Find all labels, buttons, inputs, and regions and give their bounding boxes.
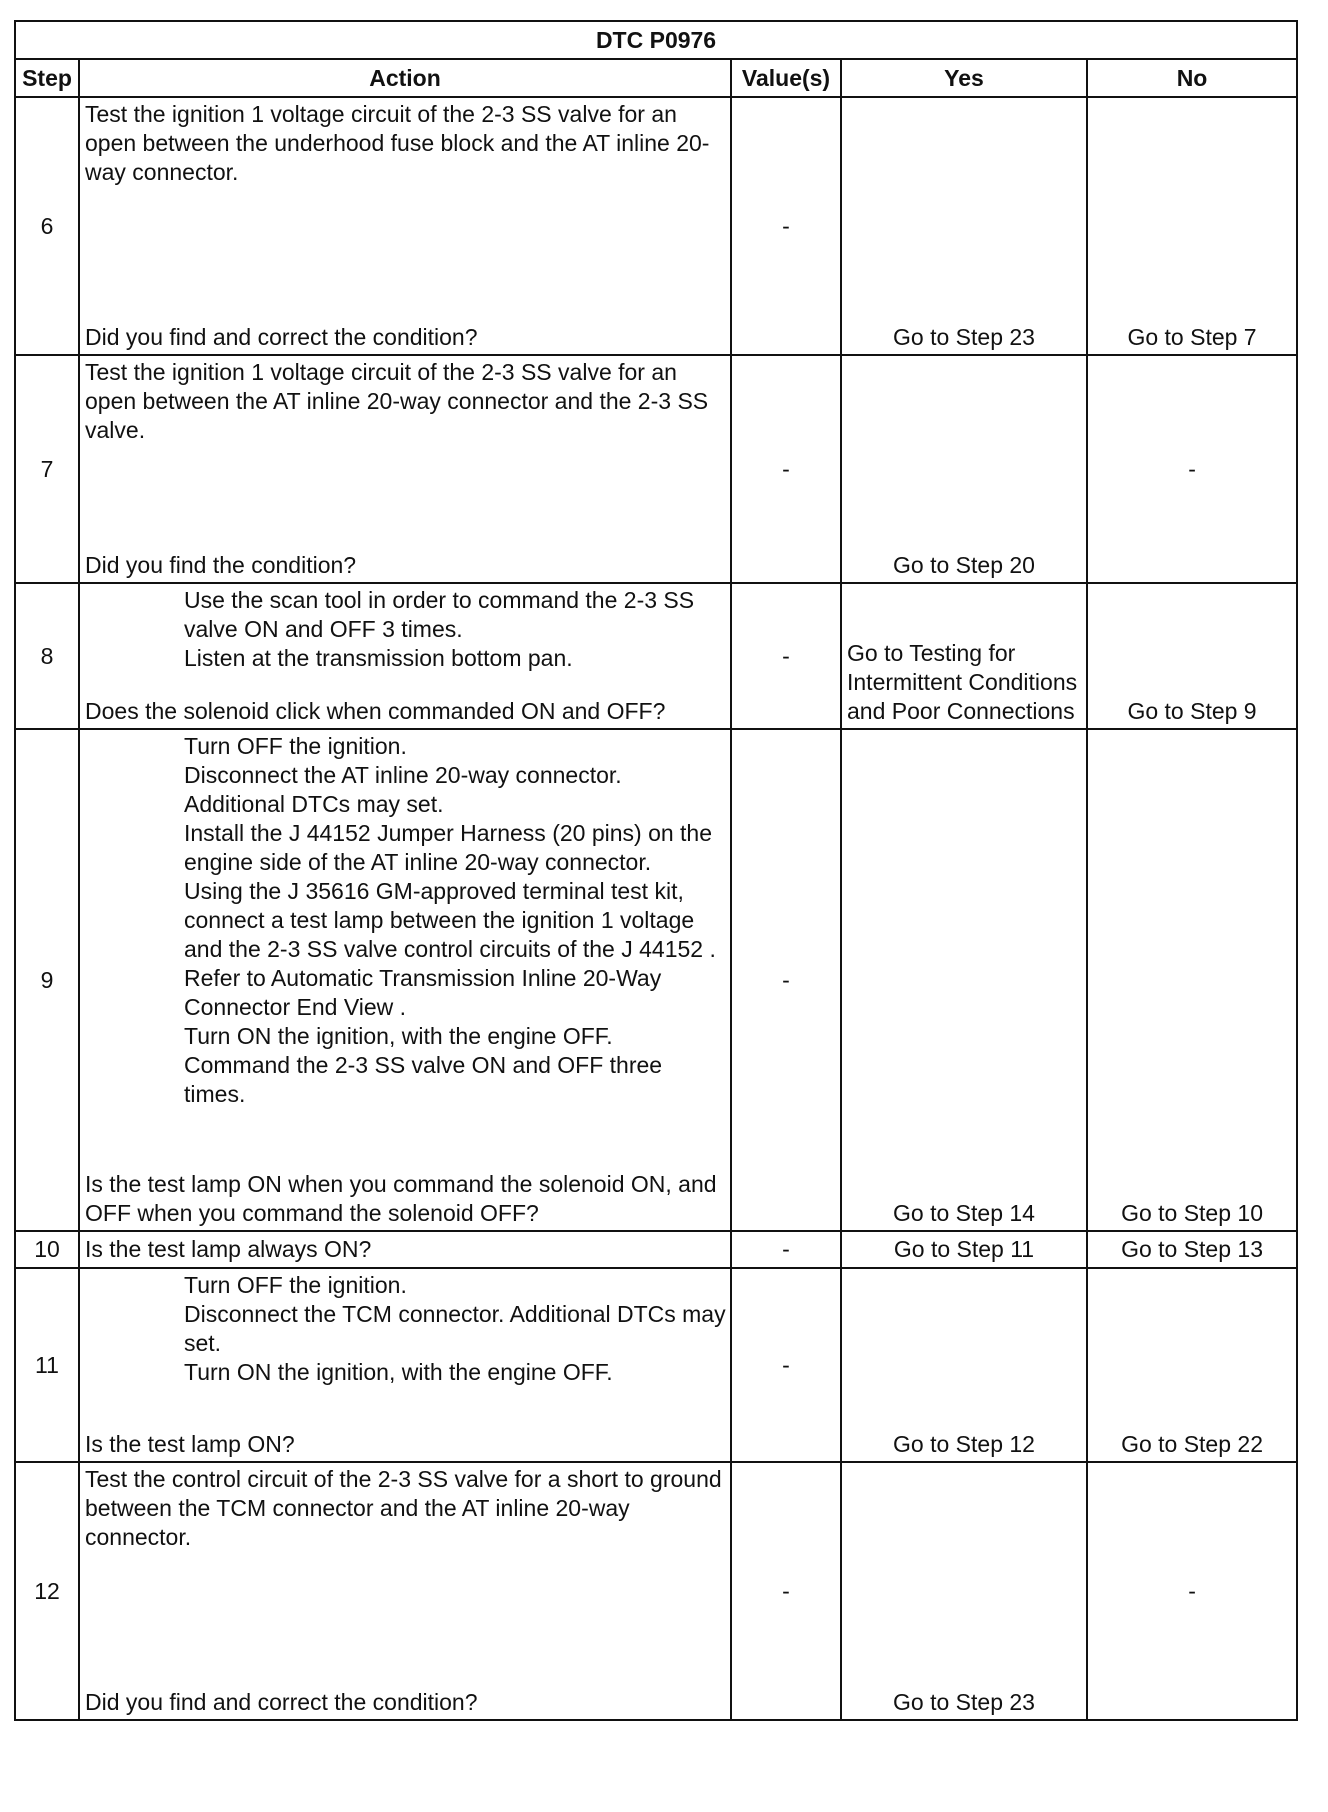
step-number: 8	[15, 583, 79, 729]
no-cell	[1087, 1268, 1297, 1462]
no-link[interactable]: Go to Step 9	[1127, 698, 1257, 724]
yes-link[interactable]: Go to Step 20	[893, 552, 1035, 578]
header-values: Value(s)	[731, 59, 841, 97]
action-list-item: Disconnect the TCM connector. Additional DTCs may set.	[184, 1301, 726, 1356]
action-question: Did you find and correct the condition?	[85, 324, 478, 350]
value-cell: -	[731, 1462, 841, 1720]
yes-link[interactable]: Go to Step 11	[893, 1236, 1035, 1262]
action-list-item: Use the scan tool in order to command the 2-3 SS valve ON and OFF 3 times.	[184, 587, 695, 642]
step-number: 12	[15, 1462, 79, 1720]
table-row	[15, 1268, 1297, 1462]
title-row	[15, 21, 1297, 59]
action-list-item: Turn OFF the ignition.	[184, 1272, 407, 1298]
action-cell	[79, 1231, 731, 1268]
table-row	[15, 1462, 1297, 1720]
no-cell	[1087, 729, 1297, 1231]
action-list-item: Refer to Automatic Transmission Inline 20-Way Connector End View .	[184, 965, 662, 1020]
action-text: Test the ignition 1 voltage circuit of the 2-3 SS valve for an open between the underhood fuse block and the AT inline 20-way connector.	[85, 101, 710, 185]
action-cell	[79, 583, 731, 729]
yes-cell	[841, 583, 1087, 729]
action-list-item: Turn ON the ignition, with the engine OFF.	[184, 1023, 613, 1049]
no-cell: -	[1087, 1462, 1297, 1720]
yes-cell	[841, 97, 1087, 355]
header-yes: Yes	[841, 59, 1087, 97]
no-link[interactable]: Go to Step 10	[1121, 1200, 1263, 1226]
action-list-item: Turn ON the ignition, with the engine OFF.	[184, 1359, 613, 1385]
yes-link[interactable]: Go to Testing for Intermittent Conditions and Poor Connections	[847, 640, 1078, 724]
no-cell	[1087, 97, 1297, 355]
yes-cell	[841, 729, 1087, 1231]
no-cell	[1087, 1231, 1297, 1268]
action-list	[85, 586, 726, 673]
header-row	[15, 59, 1297, 97]
header-step: Step	[15, 59, 79, 97]
yes-cell	[841, 1462, 1087, 1720]
table-row	[15, 355, 1297, 583]
no-link[interactable]: Go to Step 13	[1121, 1236, 1263, 1262]
yes-link[interactable]: Go to Step 23	[893, 1689, 1035, 1715]
yes-cell	[841, 355, 1087, 583]
action-question: Is the test lamp ON when you command the solenoid ON, and OFF when you command the solenoid OFF?	[85, 1171, 717, 1226]
step-number: 9	[15, 729, 79, 1231]
value-cell: -	[731, 355, 841, 583]
yes-cell	[841, 1268, 1087, 1462]
no-cell: -	[1087, 355, 1297, 583]
action-cell	[79, 1268, 731, 1462]
step-number: 6	[15, 97, 79, 355]
table-row	[15, 1231, 1297, 1268]
no-cell	[1087, 583, 1297, 729]
table-row	[15, 97, 1297, 355]
action-question: Did you find the condition?	[85, 552, 357, 578]
action-list	[85, 732, 726, 1109]
value-cell: -	[731, 1231, 841, 1268]
no-link[interactable]: Go to Step 22	[1121, 1431, 1263, 1457]
action-cell	[79, 97, 731, 355]
yes-link[interactable]: Go to Step 14	[893, 1200, 1035, 1226]
yes-cell	[841, 1231, 1087, 1268]
step-number: 10	[15, 1231, 79, 1268]
header-no: No	[1087, 59, 1297, 97]
table-row	[15, 729, 1297, 1231]
action-question: Is the test lamp ON?	[85, 1431, 295, 1457]
action-list-item: Turn OFF the ignition.	[184, 733, 407, 759]
value-cell: -	[731, 583, 841, 729]
no-link[interactable]: Go to Step 7	[1127, 324, 1257, 350]
table-title: DTC P0976	[15, 21, 1297, 59]
yes-link[interactable]: Go to Step 23	[893, 324, 1035, 350]
action-list-item: Install the J 44152 Jumper Harness (20 pins) on the engine side of the AT inline 20-way connector.	[184, 820, 713, 875]
dtc-table	[14, 20, 1298, 1721]
action-question: Is the test lamp always ON?	[85, 1236, 372, 1262]
yes-link[interactable]: Go to Step 12	[893, 1431, 1035, 1457]
action-list-item: Disconnect the AT inline 20-way connector. Additional DTCs may set.	[184, 762, 622, 817]
action-text: Test the ignition 1 voltage circuit of the 2-3 SS valve for an open between the AT inline 20-way connector and the 2-3 SS valve.	[85, 359, 709, 443]
action-cell	[79, 355, 731, 583]
value-cell: -	[731, 729, 841, 1231]
action-list	[85, 1271, 726, 1387]
step-number: 7	[15, 355, 79, 583]
action-list-item: Using the J 35616 GM-approved terminal test kit, connect a test lamp between the ignition 1 voltage and the 2-3 SS valve control circuits of the J 44152 .	[184, 878, 716, 962]
step-number: 11	[15, 1268, 79, 1462]
action-cell	[79, 1462, 731, 1720]
action-list-item: Command the 2-3 SS valve ON and OFF three times.	[184, 1052, 663, 1107]
header-action: Action	[79, 59, 731, 97]
value-cell: -	[731, 97, 841, 355]
action-cell	[79, 729, 731, 1231]
action-question: Does the solenoid click when commanded ON and OFF?	[85, 698, 666, 724]
action-question: Did you find and correct the condition?	[85, 1689, 478, 1715]
action-list-item: Listen at the transmission bottom pan.	[184, 645, 573, 671]
table-row	[15, 583, 1297, 729]
value-cell: -	[731, 1268, 841, 1462]
action-text: Test the control circuit of the 2-3 SS valve for a short to ground between the TCM connector and the AT inline 20-way connector.	[85, 1466, 722, 1550]
